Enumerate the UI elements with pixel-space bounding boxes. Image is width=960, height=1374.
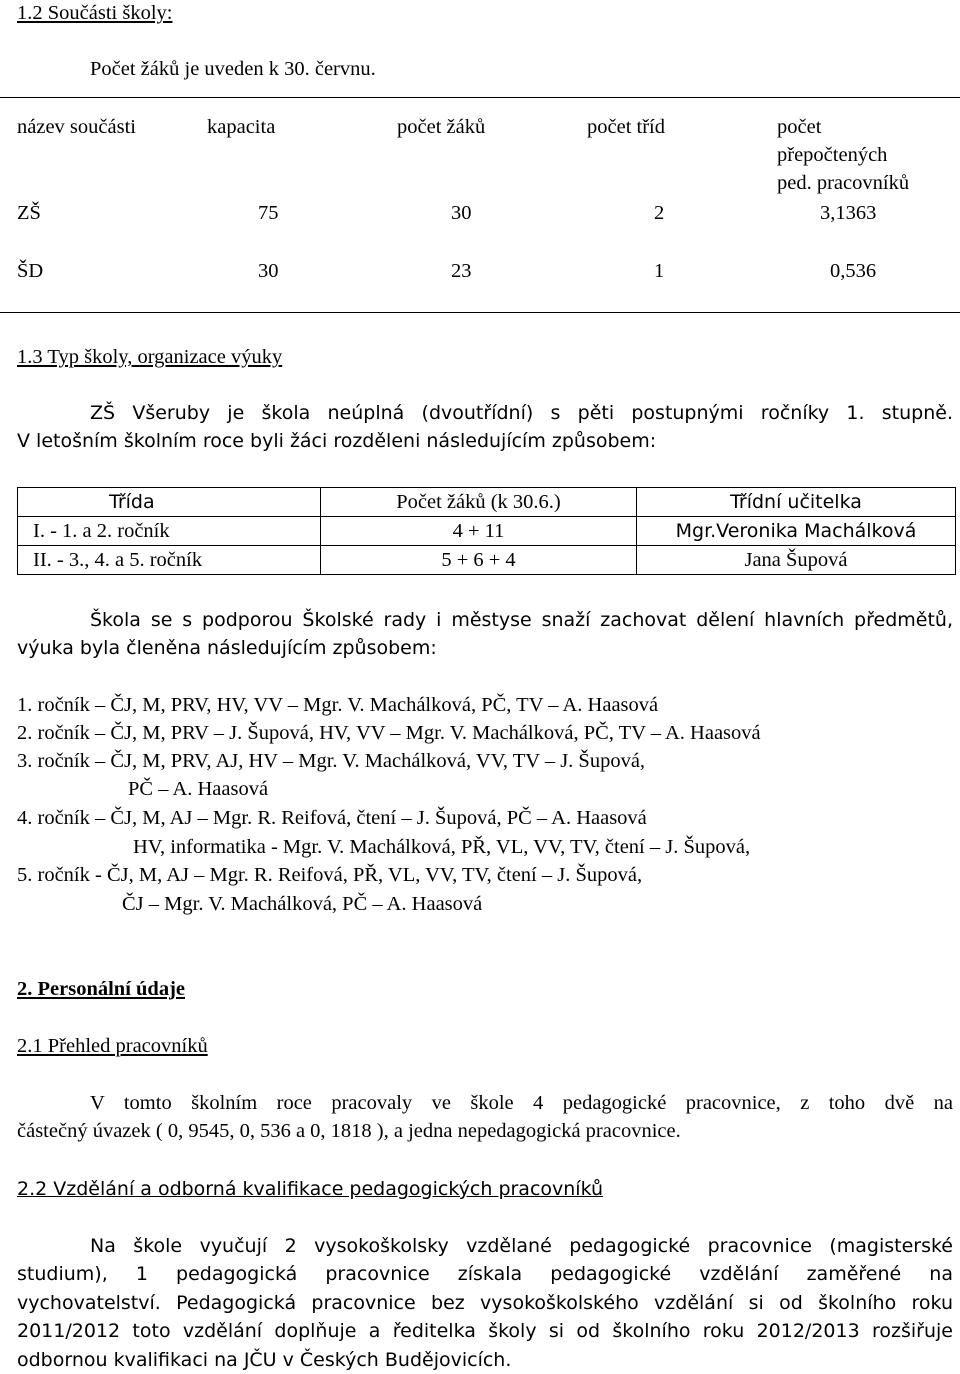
- table1-row1-name: ZŠ: [17, 202, 41, 224]
- table1-header-staff-3: ped. pracovníků: [777, 172, 910, 194]
- division-line-1: Škola se s podporou Školské rady i městyse snaží zachovat dělení hlavních předmětů,: [90, 609, 953, 631]
- section-1-2-heading: 1.2 Součásti školy:: [17, 2, 173, 24]
- table2-header-pupils: Počet žáků (k 30.6.): [321, 488, 637, 517]
- table2-row2-pupils: 5 + 6 + 4: [321, 546, 637, 575]
- school-type-line-2: V letošním školním roce byli žáci rozděleni následujícím způsobem:: [17, 430, 657, 453]
- table1-header-classes: počet tříd: [587, 116, 665, 138]
- table1-row2-name: ŠD: [17, 260, 44, 282]
- table2-row1-pupils: 4 + 11: [321, 517, 637, 546]
- table2-row1-teacher: Mgr.Veronika Machálková: [637, 517, 956, 546]
- qualification-line-1: Na škole vyučují 2 vysokoškolsky vzdělané pedagogické pracovnice (magisterské: [90, 1235, 953, 1257]
- table1-row2-capacity: 30: [258, 260, 279, 282]
- class-division-table: [17, 487, 956, 575]
- section-2-heading: 2. Personální údaje: [17, 978, 185, 1000]
- staff-overview-line-2: částečný úvazek ( 0, 9545, 0, 536 a 0, 1818 ), a jedna nepedagogická pracovnice.: [17, 1120, 681, 1143]
- table1-header-capacity: kapacita: [207, 116, 276, 138]
- qualification-line-4: 2011/2012 toto vzdělání doplňuje a ředitelka školy si od školního roku 2012/2013 rozšiřuje: [17, 1320, 953, 1343]
- section-1-3-heading: 1.3 Typ školy, organizace výuky: [17, 346, 283, 368]
- table2-row1-class: I. - 1. a 2. ročník: [18, 517, 321, 546]
- staff-overview-line-1: V tomto školním roce pracovaly ve škole 4 pedagogické pracovnice, z toho dvě na: [90, 1092, 953, 1114]
- table1-row2-staff: 0,536: [830, 260, 877, 282]
- table1-row1-staff: 3,1363: [820, 202, 877, 224]
- table1-row1-capacity: 75: [258, 202, 279, 224]
- grade-5-continuation: ČJ – Mgr. V. Machálková, PČ – A. Haasová: [122, 893, 483, 915]
- table1-row1-pupils: 30: [451, 202, 472, 224]
- grade-4-continuation: HV, informatika - Mgr. V. Machálková, PŘ, VL, VV, TV, čtení – J. Šupová,: [133, 836, 751, 858]
- table1-row2-classes: 1: [654, 260, 665, 282]
- table1-header-staff-2: přepočtených: [777, 144, 888, 166]
- qualification-line-2: studium), 1 pedagogická pracovnice získala pedagogické vzdělání zaměřené na: [17, 1263, 953, 1286]
- grade-1-line: 1. ročník – ČJ, M, PRV, HV, VV – Mgr. V. Machálková, PČ, TV – A. Haasová: [17, 694, 659, 716]
- table1-header-name: název součásti: [17, 116, 136, 138]
- table2-header-class: Třída: [18, 488, 321, 517]
- table1-row2-pupils: 23: [451, 260, 472, 282]
- section-2-2-heading: 2.2 Vzdělání a odborná kvalifikace pedagogických pracovníků: [17, 1178, 604, 1200]
- division-paragraph: [17, 606, 953, 663]
- grade-5-line: 5. ročník - ČJ, M, AJ – Mgr. R. Reifová, PŘ, VL, VV, TV, čtení – J. Šupová,: [17, 864, 643, 886]
- staff-overview-paragraph: [17, 1089, 953, 1146]
- school-type-paragraph: [17, 399, 953, 456]
- table2-row2-teacher: Jana Šupová: [637, 546, 956, 575]
- grade-2-line: 2. ročník – ČJ, M, PRV – J. Šupová, HV, VV – Mgr. V. Machálková, PČ, TV – A. Haasová: [17, 722, 761, 744]
- table1-header-staff-1: počet: [777, 116, 822, 138]
- pupil-count-note: Počet žáků je uveden k 30. červnu.: [90, 58, 376, 80]
- table2-row2-class: II. - 3., 4. a 5. ročník: [18, 546, 321, 575]
- qualification-line-5: odbornou kvalifikaci na JČU v Českých Budějovicích.: [17, 1348, 512, 1371]
- grade-3-continuation: PČ – A. Haasová: [128, 778, 269, 800]
- division-line-2: výuka byla členěna následujícím způsobem:: [17, 637, 437, 660]
- table2-header-teacher: Třídní učitelka: [637, 488, 956, 517]
- school-type-line-1: ZŠ Všeruby je škola neúplná (dvoutřídní) s pěti postupnými ročníky 1. stupně.: [90, 402, 953, 424]
- grade-3-line: 3. ročník – ČJ, M, PRV, AJ, HV – Mgr. V. Machálková, VV, TV – J. Šupová,: [17, 750, 646, 772]
- grade-4-line: 4. ročník – ČJ, M, AJ – Mgr. R. Reifová, čtení – J. Šupová, PČ – A. Haasová: [17, 807, 647, 829]
- table1-row1-classes: 2: [654, 202, 665, 224]
- table1-header-pupils: počet žáků: [397, 116, 486, 138]
- qualification-line-3: vychovatelství. Pedagogická pracovnice bez vysokoškolského vzdělání si od školního roku: [17, 1291, 953, 1314]
- qualification-paragraph: [17, 1232, 953, 1374]
- section-2-1-heading: 2.1 Přehled pracovníků: [17, 1035, 208, 1057]
